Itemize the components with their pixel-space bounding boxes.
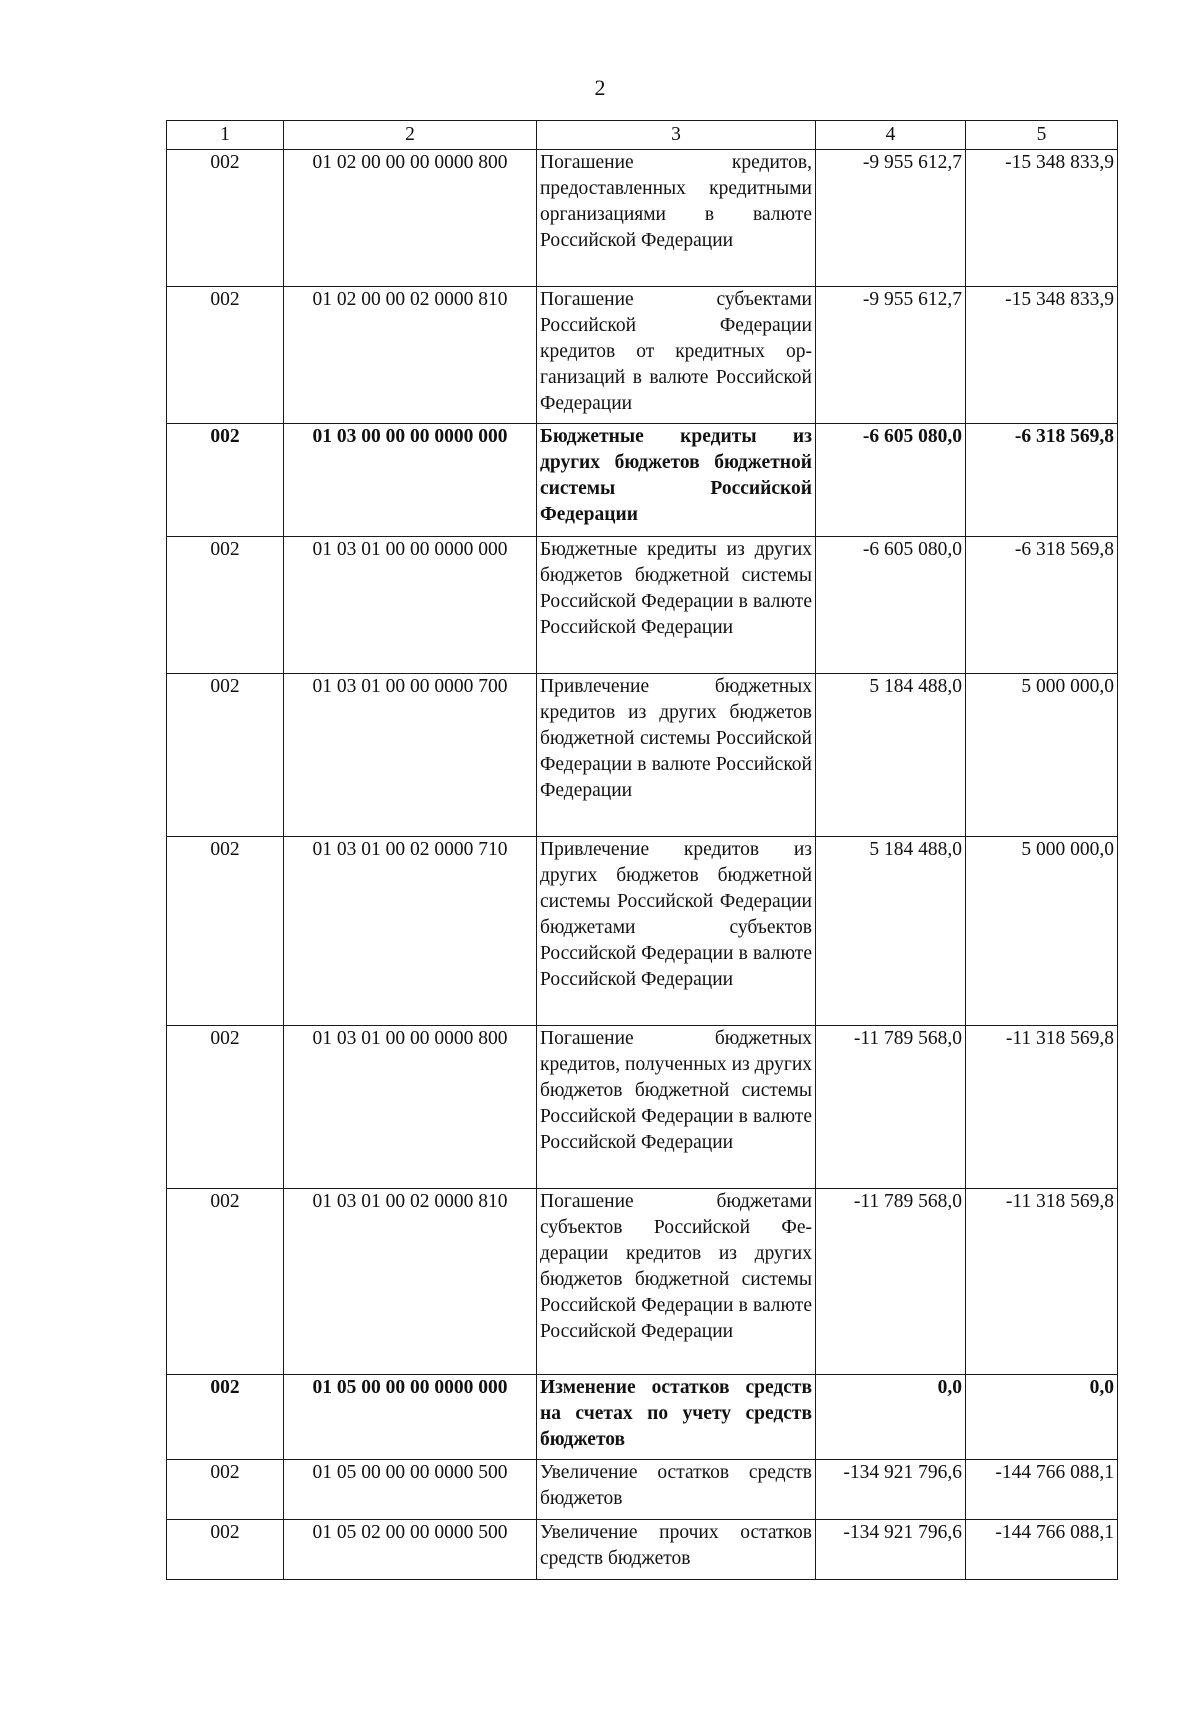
item-name-cell: Погашение бюджетных кредитов, полученных из других бюджетов бюджетной системы Российской Федерации в валюте Российской Федерации [537,1026,816,1189]
admin-code-cell: 002 [167,1375,284,1460]
table-row [167,287,1118,424]
table-row [167,150,1118,287]
amount-col5-cell: 5 000 000,0 [966,674,1118,837]
item-name-cell: Привлечение кредитов из других бюджетов бюджетной системы Российской Федерации бюджетами субъектов Российской Федерации в валюте Российской Федерации [537,837,816,1026]
table-row [167,674,1118,837]
table-row [167,1026,1118,1189]
admin-code-cell: 002 [167,1520,284,1580]
amount-col4-cell: 5 184 488,0 [816,837,966,1026]
table-row [167,424,1118,537]
item-name-cell: Погашение кредитов, предоставленных кредитными организациями в валюте Российской Федерации [537,150,816,287]
table-row [167,1520,1118,1580]
amount-col4-cell: -11 789 568,0 [816,1189,966,1375]
amount-col4-cell: -134 921 796,6 [816,1460,966,1520]
admin-code-cell: 002 [167,287,284,424]
classification-code-cell: 01 03 01 00 02 0000 710 [284,837,537,1026]
classification-code-cell: 01 02 00 00 00 0000 800 [284,150,537,287]
amount-col5-cell: -11 318 569,8 [966,1026,1118,1189]
amount-col4-cell: 0,0 [816,1375,966,1460]
amount-col5-cell: -144 766 088,1 [966,1460,1118,1520]
item-name-cell: Погашение субъектами Российской Федерации кредитов от кредитных организаций в валюте Российской Федерации [537,287,816,424]
amount-col4-cell: -6 605 080,0 [816,537,966,674]
amount-col4-cell: -11 789 568,0 [816,1026,966,1189]
classification-code-cell: 01 03 01 00 00 0000 000 [284,537,537,674]
table-row [167,1189,1118,1375]
admin-code-cell: 002 [167,1026,284,1189]
table-row [167,1375,1118,1460]
amount-col5-cell: -144 766 088,1 [966,1520,1118,1580]
item-name-cell: Погашение бюджетами субъектов Российской Федерации кредитов из других бюджетов бюджетной системы Российской Федерации в валюте Российской Федерации [537,1189,816,1375]
admin-code-cell: 002 [167,537,284,674]
amount-col5-cell: 5 000 000,0 [966,837,1118,1026]
item-name-cell: Бюджетные кредиты из других бюджетов бюджетной системы Российской Федерации [537,424,816,537]
budget-sources-table [166,120,1118,1580]
admin-code-cell: 002 [167,1189,284,1375]
amount-col5-cell: -15 348 833,9 [966,150,1118,287]
column-header-5: 5 [966,121,1118,150]
item-name-cell: Бюджетные кредиты из других бюджетов бюджетной системы Российской Федерации в валюте Российской Федерации [537,537,816,674]
table-row [167,837,1118,1026]
amount-col5-cell: -6 318 569,8 [966,424,1118,537]
table-row [167,537,1118,674]
admin-code-cell: 002 [167,1460,284,1520]
item-name-cell: Увеличение прочих остатков средств бюджетов [537,1520,816,1580]
classification-code-cell: 01 05 00 00 00 0000 500 [284,1460,537,1520]
page-number: 2 [594,75,606,100]
amount-col4-cell: -9 955 612,7 [816,150,966,287]
classification-code-cell: 01 03 01 00 00 0000 800 [284,1026,537,1189]
classification-code-cell: 01 03 00 00 00 0000 000 [284,424,537,537]
classification-code-cell: 01 03 01 00 00 0000 700 [284,674,537,837]
amount-col5-cell: -6 318 569,8 [966,537,1118,674]
amount-col5-cell: -15 348 833,9 [966,287,1118,424]
admin-code-cell: 002 [167,150,284,287]
column-header-1: 1 [167,121,284,150]
admin-code-cell: 002 [167,424,284,537]
amount-col4-cell: -134 921 796,6 [816,1520,966,1580]
column-header-2: 2 [284,121,537,150]
table-row [167,1460,1118,1520]
classification-code-cell: 01 03 01 00 02 0000 810 [284,1189,537,1375]
amount-col4-cell: -6 605 080,0 [816,424,966,537]
amount-col5-cell: -11 318 569,8 [966,1189,1118,1375]
classification-code-cell: 01 05 00 00 00 0000 000 [284,1375,537,1460]
admin-code-cell: 002 [167,674,284,837]
classification-code-cell: 01 02 00 00 02 0000 810 [284,287,537,424]
column-header-3: 3 [537,121,816,150]
amount-col5-cell: 0,0 [966,1375,1118,1460]
item-name-cell: Изменение остатков средств на счетах по учету средств бюджетов [537,1375,816,1460]
amount-col4-cell: -9 955 612,7 [816,287,966,424]
item-name-cell: Привлечение бюджетных кредитов из других бюджетов бюджетной системы Российской Федерации в валюте Российской Федерации [537,674,816,837]
amount-col4-cell: 5 184 488,0 [816,674,966,837]
column-numbers-row [167,121,1118,150]
admin-code-cell: 002 [167,837,284,1026]
classification-code-cell: 01 05 02 00 00 0000 500 [284,1520,537,1580]
item-name-cell: Увеличение остатков средств бюджетов [537,1460,816,1520]
column-header-4: 4 [816,121,966,150]
